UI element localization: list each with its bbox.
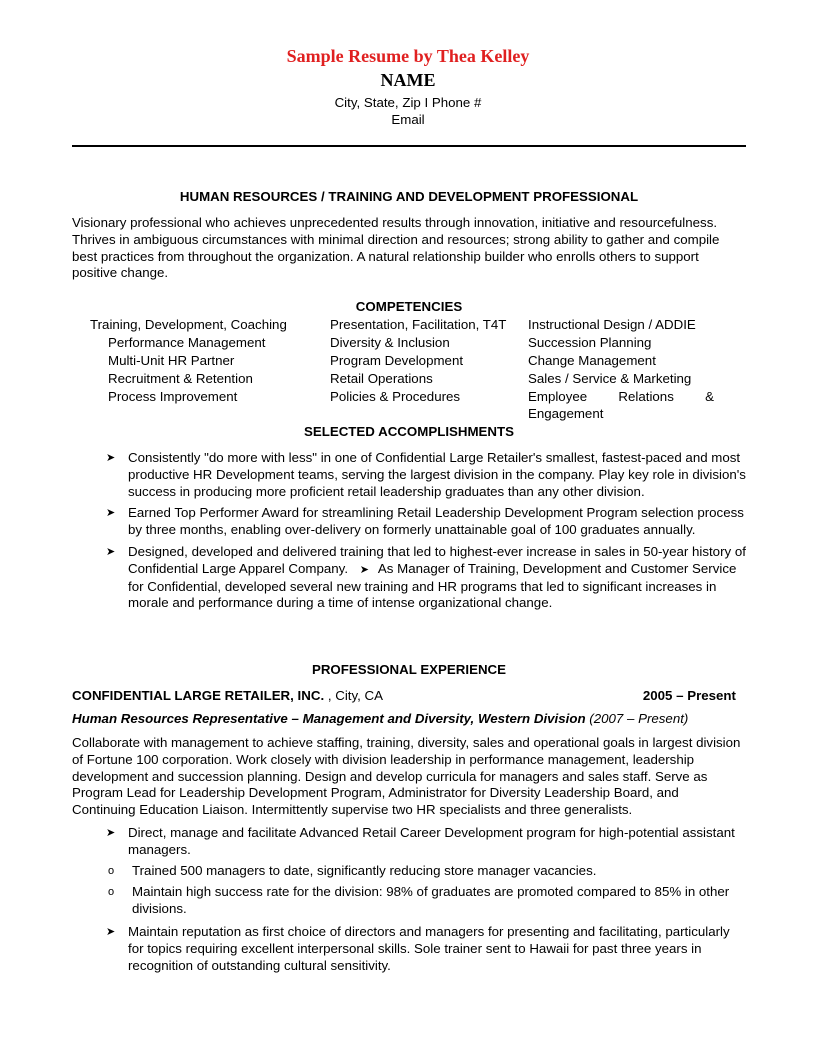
list-item: ➤ Consistently "do more with less" in one of Confidential Large Retailer's smallest, fastest-paced and most productive HR Development teams, serving the largest division in the company. Play key role in division's success in producing more proficient retail leadership graduates than any other division. (106, 450, 746, 499)
competencies-column-2 (330, 316, 506, 406)
circle-bullet-icon: o (108, 886, 115, 899)
candidate-name: NAME (380, 70, 436, 90)
arrow-bullet-icon: ➤ (106, 507, 116, 520)
experience-list (106, 825, 746, 979)
competencies-column-3 (528, 316, 714, 422)
accomplishments-heading: SELECTED ACCOMPLISHMENTS (303, 424, 515, 439)
company-location: , City, CA (324, 688, 384, 703)
role-line (72, 711, 688, 726)
competency-item: Instructional Design / ADDIE (528, 317, 696, 332)
list-item: ➤ Maintain reputation as first choice of directors and managers for presenting and facilitating, particularly for topics requiring excellent interpersonal skills. Sole trainer sent to Hawaii for past three years in recognition of outstanding cultural sensitivity. (106, 923, 730, 973)
summary-text: Visionary professional who achieves unprecedented results through innovation, initiative and resourcefulness. Thrives in ambiguous circumstances with minimal direction and resources; strong ability to gather and compile best practices from throughout the organization. A natural relationship builder who enrolls others to support positive change. (72, 215, 720, 281)
list-item: ➤ Earned Top Performer Award for streamlining Retail Leadership Development Program selection process by three months, enabling over-delivery on formerly unattainable goal of 100 graduates annually. (106, 505, 744, 538)
header-divider (72, 145, 746, 147)
arrow-bullet-icon: ➤ (106, 545, 116, 558)
contact-location-line: City, State, Zip I Phone # (334, 95, 482, 110)
experience-heading: PROFESSIONAL EXPERIENCE (311, 662, 507, 677)
competency-item: Presentation, Facilitation, T4T (330, 317, 507, 332)
role-description: Collaborate with management to achieve staffing, training, diversity, sales and operational goals in largest division of Fortune 100 corporation. Work closely with division leadership in performance management, leadership development and succession planning. Design and develop curricula for managers and sales staff. Serve as Program Lead for Leadership Development Program, Administrator for Diversity Leadership Board, and Continuing Education Liaison. Intermittently supervise two HR specialists and three generalists. (72, 735, 741, 818)
accomplishments-list (106, 450, 746, 617)
role-dates: (2007 – Present) (585, 711, 689, 726)
arrow-bullet-icon: ➤ (106, 827, 116, 839)
list-item: ➤ Designed, developed and delivered training that led to highest-ever increase in sales in 50-year history of Confidential Large Apparel Company. ➤ As Manager of Training, Development and Customer Service for Confidential, developed several new training and HR programs that led to significant increases in morale and performance during a time of intense organizational change. (106, 543, 746, 611)
company-line (72, 688, 736, 703)
competency-item: Training, Development, Coaching (90, 317, 287, 332)
role-title: Human Resources Representative – Management and Diversity, Western Division (72, 711, 586, 726)
contact-email: Email (391, 112, 425, 127)
list-item: ➤ Direct, manage and facilitate Advanced Retail Career Development program for high-potential assistant managers. (106, 825, 735, 857)
arrow-bullet-icon: ➤ (359, 563, 369, 576)
competencies-heading: COMPETENCIES (355, 299, 463, 314)
competency-item: Multi-Unit HR Partner (108, 353, 235, 368)
arrow-bullet-icon: ➤ (106, 452, 116, 464)
sub-list-item: o Trained 500 managers to date, significantly reducing store manager vacancies. (108, 862, 597, 878)
competency-item: Change Management (528, 353, 656, 368)
competency-item: Diversity & Inclusion (330, 335, 450, 350)
competency-item: Recruitment & Retention (108, 371, 253, 386)
competency-item: Performance Management (108, 335, 266, 350)
circle-bullet-icon: o (108, 864, 115, 877)
company-dates: 2005 – Present (642, 688, 736, 703)
company-name: CONFIDENTIAL LARGE RETAILER, INC. (72, 688, 325, 703)
competencies-column-1 (90, 316, 287, 406)
competency-item: Policies & Procedures (330, 389, 461, 404)
document-title: Sample Resume by Thea Kelley (286, 46, 530, 66)
summary-heading: HUMAN RESOURCES / TRAINING AND DEVELOPMENT PROFESSIONAL (179, 189, 639, 204)
competency-item: Employee Relations & Engagement (528, 389, 714, 421)
competency-item: Process Improvement (108, 389, 238, 404)
arrow-bullet-icon: ➤ (106, 925, 116, 938)
sub-list-item: o Maintain high success rate for the division: 98% of graduates are promoted compared to 85% in other divisions. (108, 884, 730, 917)
competency-item: Succession Planning (528, 335, 652, 350)
competency-item: Sales / Service & Marketing (528, 371, 692, 386)
competency-item: Retail Operations (330, 371, 433, 386)
competency-item: Program Development (330, 353, 464, 368)
